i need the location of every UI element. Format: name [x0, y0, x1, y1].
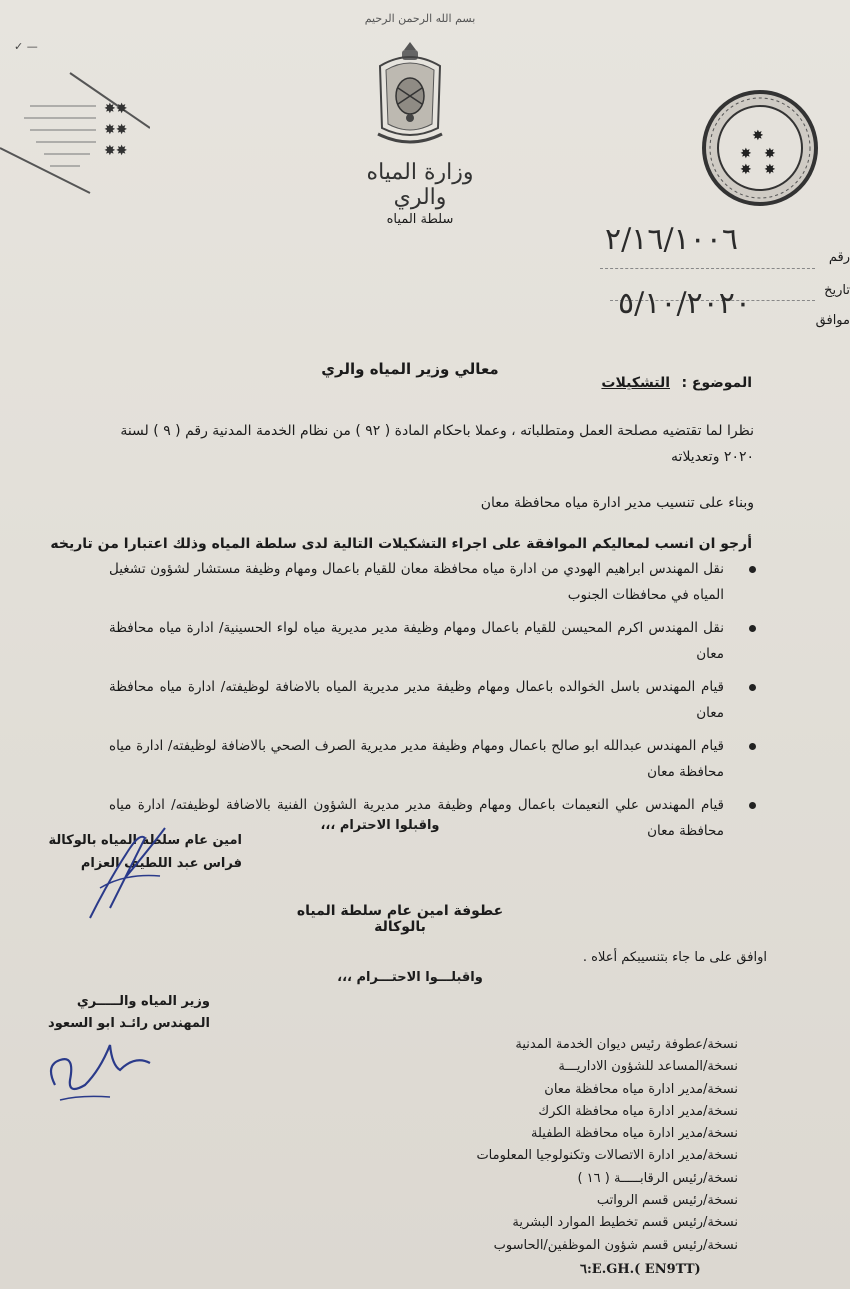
ref-number-label: رقم	[828, 250, 850, 265]
svg-text:✸: ✸	[764, 146, 776, 162]
para-legal-basis-line2: ٢٠٢٠ وتعديلاته	[671, 449, 754, 465]
list-item: نسخة/مدير ادارة مياه محافظة الكرك	[538, 1103, 738, 1119]
assignments-list	[109, 556, 754, 851]
corner-mark: ✓ —	[14, 40, 38, 53]
footer-code: ٦:E.GH.( EN9TT)	[580, 1262, 701, 1277]
jordan-crest-icon	[372, 38, 448, 150]
signature-minister	[40, 1025, 160, 1105]
list-item: نقل المهندس اكرم المحيسن للقيام باعمال ومهام وظيفة مدير مديرية مياه لواء الحسينية/ ادارة مياه محافظة معان	[109, 615, 754, 667]
minister-title: وزير المياه والـــــري	[76, 994, 210, 1009]
svg-text:✸: ✸	[764, 162, 776, 178]
ref-number-value: ٢/١٦/١٠٠٦	[605, 222, 739, 257]
ref-number-line	[600, 268, 815, 269]
ref-corresponding-label: موافق	[815, 313, 850, 328]
list-item: نسخة/رئيس قسم تخطيط الموارد البشرية	[512, 1215, 738, 1231]
received-stamp	[0, 58, 150, 198]
signature-secretary	[70, 818, 180, 928]
list-item: نسخة/رئيس قسم شؤون الموظفين/الحاسوب	[493, 1237, 738, 1253]
svg-text:✸: ✸	[740, 146, 752, 162]
list-item: نسخة/مدير ادارة مياه محافظة الطفيلة	[531, 1126, 738, 1142]
ref-date-label: تاريخ	[824, 283, 850, 298]
approval-statement: اوافق على ما جاء بتنسيبكم أعلاه .	[582, 950, 767, 965]
list-item: نسخة/رئيس قسم الرواتب	[596, 1193, 738, 1209]
list-item: نسخة/عطوفة رئيس ديوان الخدمة المدنية	[515, 1037, 738, 1052]
para-legal-basis-line1: نظرا لما تقتضيه مصلحة العمل ومتطلباته ، وعملا باحكام المادة ( ٩٢ ) من نظام الخدمة المدنية رقم ( ٩ ) لسنة	[120, 423, 754, 439]
authority-name: سلطة المياه	[386, 212, 454, 227]
water-authority-seal-icon	[700, 88, 820, 208]
addressee: معالي وزير المياه والري	[321, 360, 499, 378]
ref-date-value: ٥/١٠/٢٠٢٠	[618, 286, 752, 321]
reply-closing: واقبلـــوا الاحتـــرام ،،،	[337, 970, 483, 985]
copies-list	[408, 1034, 738, 1257]
ministry-name: وزارة المياه والري	[366, 160, 474, 210]
list-item: قيام المهندس علي النعيمات باعمال ومهام وظيفة مدير مديرية الشؤون الفنية بالاضافة لوظيفته/ ادارة مياه محافظة معان	[109, 792, 754, 844]
reply-addressee: عطوفة امين عام سلطة المياه بالوكالة	[296, 903, 504, 935]
bullet-icon	[749, 566, 756, 573]
svg-text:✸✸: ✸✸	[104, 122, 128, 138]
svg-text:✸✸: ✸✸	[104, 101, 128, 117]
list-item: نسخة/المساعد للشؤون الاداريـــة	[558, 1059, 738, 1075]
minister-name: المهندس رائـد ابو السعود	[48, 1016, 210, 1031]
bullet-icon	[749, 625, 756, 632]
bullet-icon	[749, 802, 756, 809]
svg-text:✸: ✸	[740, 162, 752, 178]
bullet-icon	[749, 743, 756, 750]
subject-title: التشكيلات	[601, 375, 670, 391]
list-item: نسخة/مدير ادارة الاتصالات وتكنولوجيا المعلومات	[476, 1148, 738, 1164]
signer-title: امين عام سلطة المياه بالوكالة	[48, 833, 242, 848]
signer-name: فراس عبد اللطيف العزام	[80, 856, 242, 871]
list-item: نسخة/رئيس الرقابـــــة ( ١٦ )	[577, 1170, 738, 1186]
request-statement: أرجو ان انسب لمعاليكم الموافقة على اجراء التشكيلات التالية لدى سلطة المياه وذلك اعتبارا من تاريخه	[50, 536, 752, 552]
subject-label: الموضوع :	[681, 375, 752, 391]
list-item: نقل المهندس ابراهيم الهودي من ادارة مياه محافظة معان للقيام باعمال ومهام وظيفة مستشار لشؤون تشغيل المياه في محافظات الجنوب	[109, 556, 754, 608]
list-item: قيام المهندس باسل الخوالده باعمال ومهام وظيفة مدير مديرية المياه بالاضافة لوظيفته/ ادارة مياه محافظة معان	[109, 674, 754, 726]
closing-regards: واقبلوا الاحترام ،،،	[320, 818, 440, 833]
para-recommendation: وبناء على تنسيب مدير ادارة مياه محافظة معان	[480, 495, 754, 511]
svg-text:✸: ✸	[752, 128, 764, 144]
list-item: نسخة/مدير ادارة مياه محافظة معان	[544, 1081, 738, 1097]
bullet-icon	[749, 684, 756, 691]
svg-text:✸✸: ✸✸	[104, 143, 128, 159]
list-item: قيام المهندس عبدالله ابو صالح باعمال ومهام وظيفة مدير مديرية الصرف الصحي بالاضافة لوظيفته/ ادارة مياه محافظة معان	[109, 733, 754, 785]
basmala: بسم الله الرحمن الرحيم	[364, 12, 476, 25]
